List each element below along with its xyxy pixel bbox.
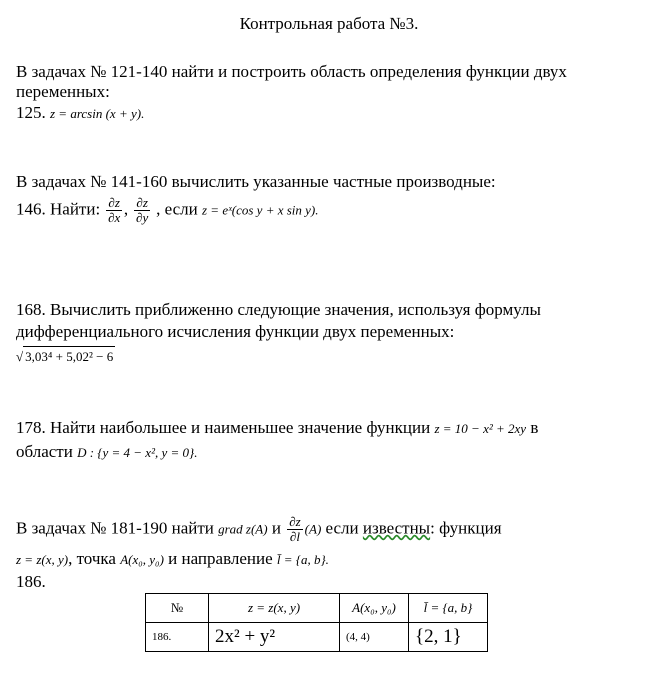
problem-125 (16, 103, 144, 124)
conj-i: и (271, 518, 281, 538)
problem-178-region: D : {y = 4 − x², y = 0}. (77, 445, 198, 460)
sqrt-expression: 3,03⁴ + 5,02² − 6 (23, 346, 115, 367)
problem-168-line2: дифференциального исчисления функции двух переменных: (16, 322, 455, 341)
page-title: Контрольная работа №3. (239, 14, 419, 33)
table-row (146, 623, 488, 652)
table-header-row (146, 594, 488, 623)
problem-141-intro: В задачах № 141-160 вычислить указанные частные производные: (16, 172, 496, 191)
problem-168-line1: 168. Вычислить приближенно следующие значения, используя формулы (16, 300, 541, 319)
table-header-cell: l̄ = {a, b} (409, 594, 488, 623)
tochka-label: , точка (68, 549, 116, 568)
z-definition: z = z(x, y) (16, 552, 69, 567)
problem-168-formula: √ 3,03⁴ + 5,02² − 6 (16, 346, 115, 367)
problem-178-function: z = 10 − x² + 2xy (434, 421, 527, 436)
izvestny-word: известны (362, 518, 431, 538)
table-header-cell: № (146, 594, 209, 623)
problem-146: 146. Найти: $\frac{\partial z}{\partial x}$ , $\frac{\partial z}{\partial y}$ , если z = eˣ(cos y + x sin y). (16, 195, 319, 225)
problem-178-line1 (16, 418, 538, 439)
table-header-cell: A(x₀, y₀) (340, 594, 409, 623)
problem-186-number: 186. (16, 572, 46, 591)
table-header-cell: z = z(x, y) (209, 594, 340, 623)
problem-178-text: 178. Найти наибольшее и наименьшее значение функции (16, 418, 431, 437)
partial-dz-dy: $\frac{\partial z}{\partial y}$ (136, 195, 149, 225)
point-a: A(x₀, y₀) (120, 552, 164, 567)
problem-178-v: в (530, 418, 539, 437)
problem-178-line2 (16, 442, 197, 463)
dl-argument: (A) (304, 521, 322, 537)
direction-vector: l̄ = {a, b}. (276, 552, 329, 567)
problem-121-line2: переменных: (16, 82, 110, 101)
problem-125-formula: z = arcsin (x + y). (50, 106, 145, 121)
esli-label-181: если (325, 518, 359, 538)
funkciya-label: : функция (430, 518, 502, 538)
table-cell: 186. (146, 623, 209, 652)
problem-146-formula: z = eˣ(cos y + x sin y). (202, 202, 319, 218)
problem-125-number: 125. (16, 103, 46, 122)
problem-178-oblasti: области (16, 442, 73, 461)
partial-dz-dl: $\frac{\partial z}{\partial l}$ (289, 514, 301, 544)
problem-181-line2 (16, 549, 329, 570)
napravlenie-label: и направление (168, 549, 273, 568)
problem-181-line1 (16, 515, 502, 544)
esli-label: , если (156, 199, 198, 219)
problem-121-line1: В задачах № 121-140 найти и построить область определения функции двух (16, 62, 567, 81)
data-table (145, 593, 488, 652)
problem-146-number: 146. Найти: (16, 199, 101, 219)
table-cell: 2x² + y² (209, 623, 340, 652)
grad-expression: grad z(A) (218, 521, 268, 537)
table-cell: (4, 4) (340, 623, 409, 652)
table-cell: {2, 1} (409, 623, 488, 652)
partial-dz-dx: $\frac{\partial z}{\partial x}$ (108, 195, 121, 225)
problem-181-text: В задачах № 181-190 найти (16, 518, 214, 538)
